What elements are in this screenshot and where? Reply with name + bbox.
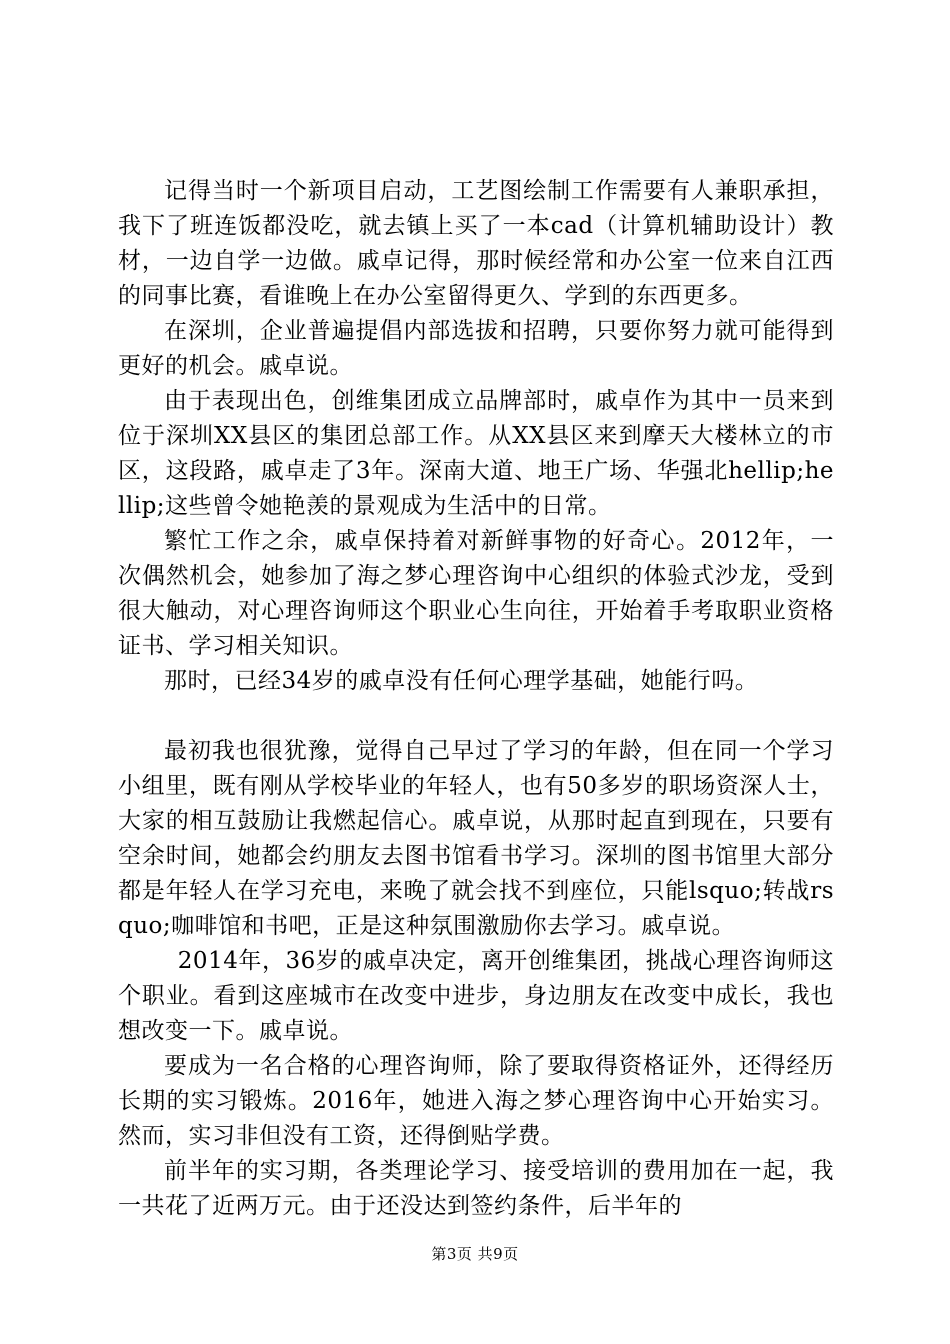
page-footer: [0, 1244, 950, 1264]
paragraph-2: 在深圳，企业普遍提倡内部选拔和招聘，只要你努力就可能得到更好的机会。戚卓说。: [118, 318, 834, 379]
paragraph-7: 2014年，36岁的戚卓决定，离开创维集团，挑战心理咨询师这个职业。看到这座城市在改变中进步，身边朋友在改变中成长，我也想改变一下。戚卓说。: [118, 948, 834, 1044]
paragraph-1: 记得当时一个新项目启动，工艺图绘制工作需要有人兼职承担，我下了班连饭都没吃，就去镇上买了一本cad（计算机辅助设计）教材，一边自学一边做。戚卓记得，那时候经常和办公室一位来自江西的同事比赛，看谁晚上在办公室留得更久、学到的东西更多。: [118, 178, 834, 309]
paragraph-5: 那时，已经34岁的戚卓没有任何心理学基础，她能行吗。: [164, 668, 759, 694]
paragraph-9: 前半年的实习期，各类理论学习、接受培训的费用加在一起，我一共花了近两万元。由于还没达到签约条件，后半年的: [118, 1158, 834, 1219]
page-number-label: 第3页 共9页: [431, 1245, 519, 1263]
paragraph-6: 最初我也很犹豫，觉得自己早过了学习的年龄，但在同一个学习小组里，既有刚从学校毕业的年轻人，也有50多岁的职场资深人士，大家的相互鼓励让我燃起信心。戚卓说，从那时起直到现在，只要有空余时间，她都会约朋友去图书馆看书学习。深圳的图书馆里大部分都是年轻人在学习充电，来晚了就会找不到座位，只能lsquo;转战rsquo;咖啡馆和书吧，正是这种氛围激励你去学习。戚卓说。: [118, 738, 834, 939]
paragraph-4: 繁忙工作之余，戚卓保持着对新鲜事物的好奇心。2012年，一次偶然机会，她参加了海之梦心理咨询中心组织的体验式沙龙，受到很大触动，对心理咨询师这个职业心生向往，开始着手考取职业资格证书、学习相关知识。: [118, 528, 834, 659]
document-body: [118, 174, 834, 1224]
paragraph-3: 由于表现出色，创维集团成立品牌部时，戚卓作为其中一员来到位于深圳XX县区的集团总部工作。从XX县区来到摩天大楼林立的市区，这段路，戚卓走了3年。深南大道、地王广场、华强北hellip;hellip;这些曾令她艳羡的景观成为生活中的日常。: [118, 388, 834, 519]
paragraph-8: 要成为一名合格的心理咨询师，除了要取得资格证外，还得经历长期的实习锻炼。2016年，她进入海之梦心理咨询中心开始实习。然而，实习非但没有工资，还得倒贴学费。: [118, 1053, 834, 1149]
